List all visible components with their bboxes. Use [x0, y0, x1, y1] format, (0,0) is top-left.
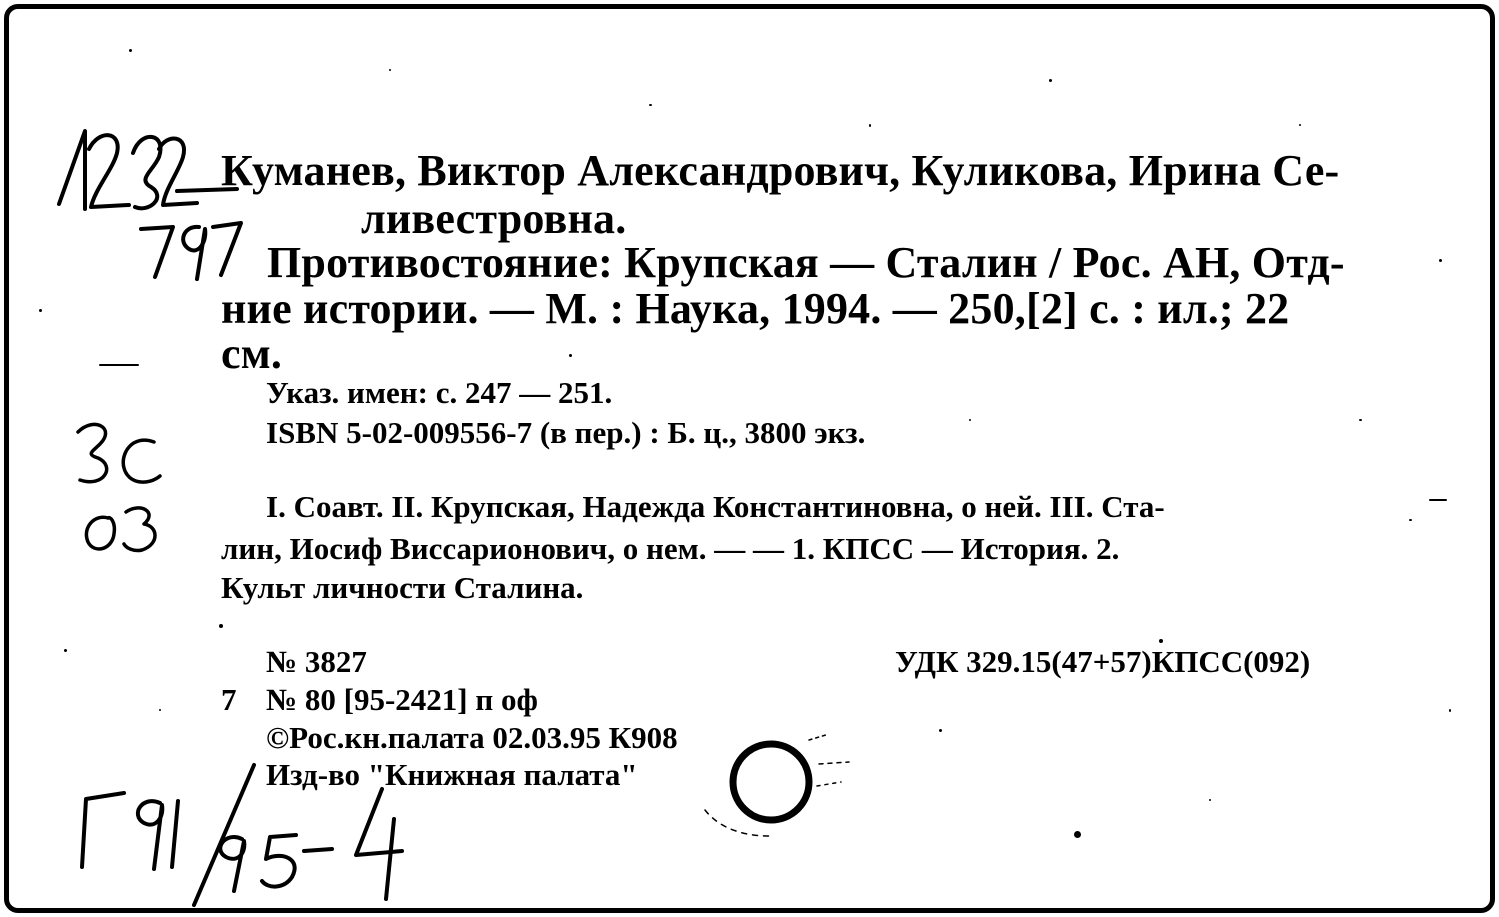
subjects-line-1: I. Соавт. II. Крупская, Надежда Константиновна, о ней. III. Ста- — [266, 489, 1165, 524]
author-heading-line-2: ливестровна. — [361, 194, 627, 243]
publisher-line: Изд-во "Книжная палата" — [266, 757, 638, 792]
handwritten-code-top-left — [37, 109, 267, 289]
book-chamber-line: ©Рос.кн.палата 02.03.95 К908 — [266, 720, 678, 755]
author-heading-line-1: Куманев, Виктор Александрович, Куликова, Ирина Се- — [221, 146, 1340, 195]
index-note: Указ. имен: с. 247 — 251. — [266, 375, 613, 410]
subjects-line-3: Культ личности Сталина. — [221, 570, 584, 605]
catalog-card — [4, 4, 1495, 913]
handwritten-code-bottom — [64, 759, 424, 909]
isbn-note: ISBN 5-02-009556-7 (в пер.) : Б. ц., 3800 экз. — [266, 415, 866, 450]
handwritten-code-side — [64, 414, 184, 574]
title-line-2: ние истории. — М. : Наука, 1994. — 250,[2] с. : ил.; 22 — [221, 284, 1290, 333]
circle-stamp-mark — [699, 724, 879, 854]
card-number: № 3827 — [266, 644, 367, 679]
order-prefix: 7 — [221, 682, 237, 717]
title-line-3: см. — [221, 329, 283, 378]
order-line: № 80 [95-2421] п оф — [266, 682, 538, 717]
title-line-1: Противостояние: Крупская — Сталин / Рос. АН, Отд- — [267, 238, 1345, 287]
subjects-line-2: лин, Иосиф Виссарионович, о нем. — — 1. КПСС — История. 2. — [221, 531, 1120, 566]
udk-code: УДК 329.15(47+57)КПСС(092) — [895, 644, 1311, 679]
